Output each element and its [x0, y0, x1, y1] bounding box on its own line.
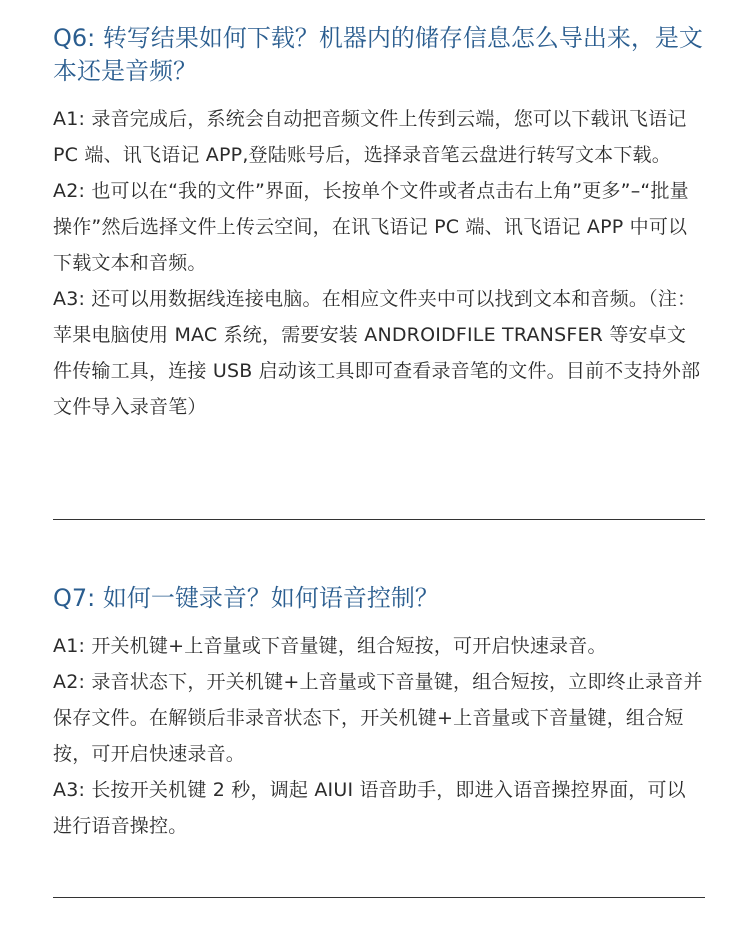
- question-title: Q7: 如何一键录音？如何语音控制？: [53, 584, 439, 612]
- section-divider: [53, 519, 705, 520]
- answer-a3: A3: 还可以用数据线连接电脑。在相应文件夹中可以找到文本和音频。（注：苹果电脑使用 MAC 系统，需要安装 ANDROIDFILE TRANSFER 等安卓文件传输工具，连接 USB 启动该工具即可查看录音笔的文件。目前不支持外部文件导入录音笔）: [53, 288, 701, 418]
- answer-a2: A2: 也可以在“我的文件”界面，长按单个文件或者点击右上角”更多”–“批量操作”然后选择文件上传云空间，在讯飞语记 PC 端、讯飞语记 APP 中可以下载文本和音频。: [53, 180, 689, 274]
- question-title: Q6: 转写结果如何下载？机器内的储存信息怎么导出来，是文本还是音频？: [53, 24, 703, 85]
- answer-list: [53, 628, 705, 844]
- answer-a3: A3: 长按开关机键 2 秒，调起 AIUI 语音助手，即进入语音操控界面，可以进行语音操控。: [53, 779, 686, 837]
- answer-a1: A1: 录音完成后，系统会自动把音频文件上传到云端，您可以下载讯飞语记 PC 端、讯飞语记 APP,登陆账号后，选择录音笔云盘进行转写文本下载。: [53, 108, 687, 166]
- faq-section-q6: [53, 22, 705, 425]
- answer-list: [53, 101, 705, 425]
- answer-a1: A1: 开关机键+上音量或下音量键，组合短按，可开启快速录音。: [53, 635, 607, 657]
- faq-section-q7: [53, 582, 705, 844]
- section-divider: [53, 897, 705, 898]
- answer-a2: A2: 录音状态下，开关机键+上音量或下音量键，组合短按，立即终止录音并保存文件。在解锁后非录音状态下，开关机键+上音量或下音量键，组合短按，可开启快速录音。: [53, 671, 703, 765]
